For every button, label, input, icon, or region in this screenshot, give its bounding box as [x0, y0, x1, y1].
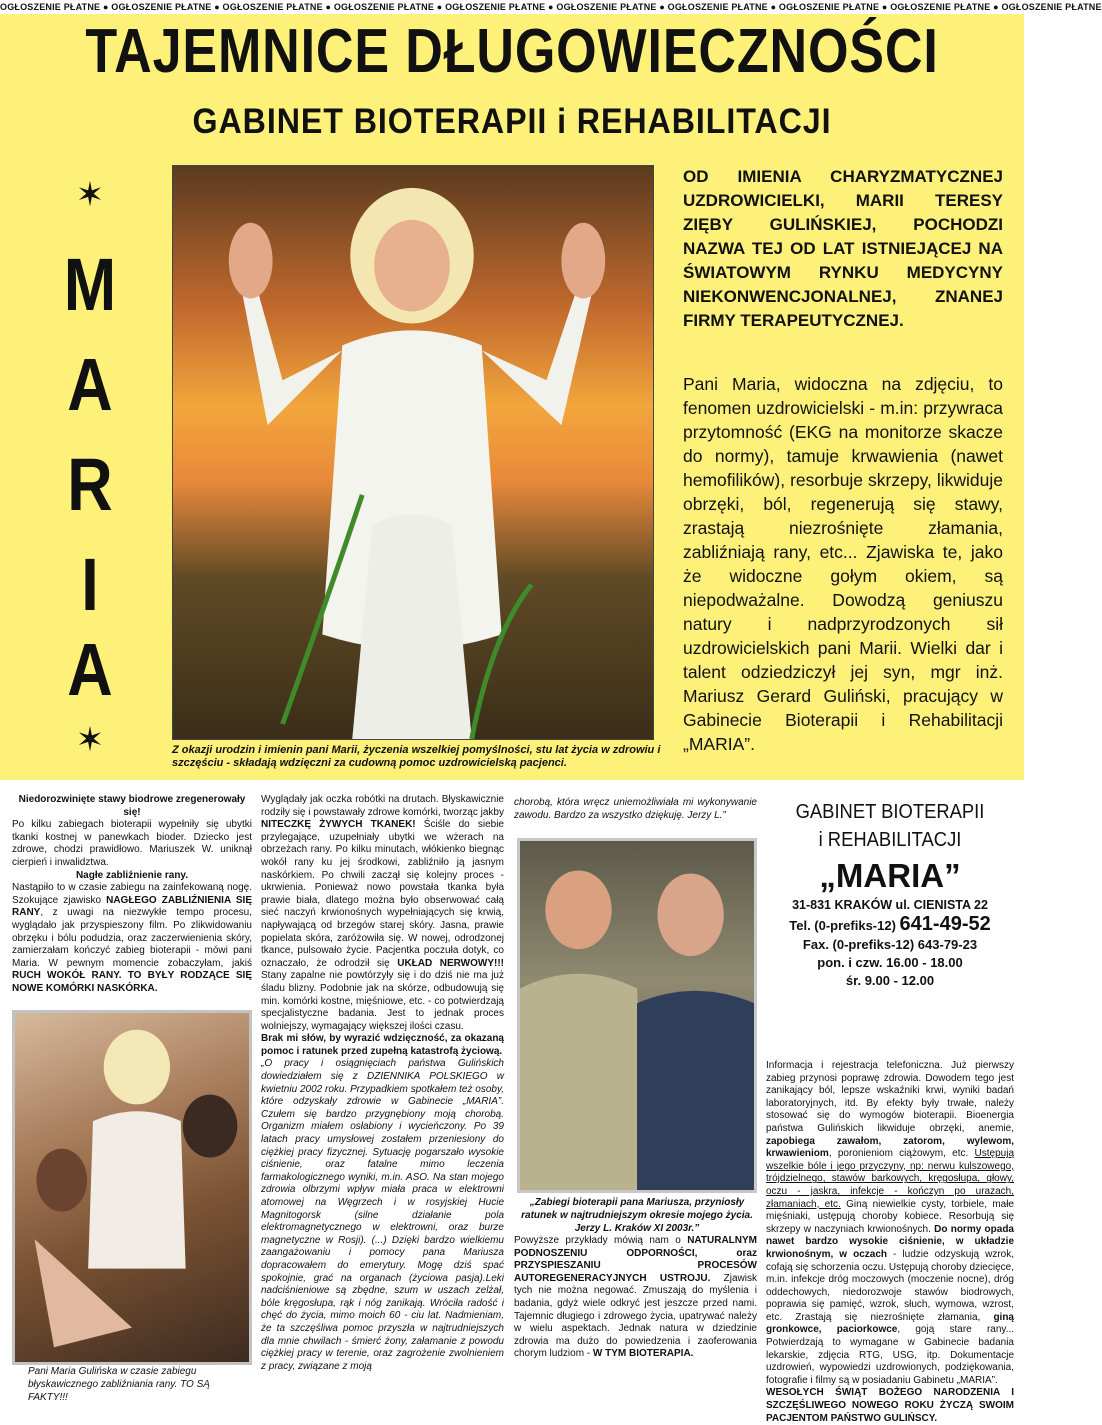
clinic-address: 31-831 KRAKÓW ul. CIENISTA 22: [792, 898, 988, 912]
holiday-wishes: WESOŁYCH ŚWIĄT BOŻEGO NARODZENIA I SZCZĘŚLIWEGO NOWEGO ROKU ŻYCZĄ SWOIM PACJENTOM PAŃSTWO GULIŃSCY.: [766, 1387, 1014, 1424]
left-photo-caption: Pani Maria Gulińska w czasie zabiegu błyskawicznego zabliźniania rany. TO SĄ FAKTY!!!: [28, 1366, 210, 1403]
emphasis: NATURALNYM PODNOSZENIU ODPORNOŚCI, oraz PRZYSPIESZANIU PROCESÓW AUTOREGENERACYJNYCH USTROJU.: [514, 1235, 757, 1284]
paragraph: Wyglądały jak oczka robótki na drutach. Błyskawicznie rodziły się i powstawały zdrowe komórki, tworząc jakby: [261, 794, 504, 818]
phone-number: 641-49-52: [899, 913, 991, 935]
emphasis: UKŁAD NERWOWY!!!: [397, 957, 504, 969]
section-heading: Nagłe zabliźnienie rany.: [75, 869, 189, 881]
intro-paragraph: Pani Maria, widoczna na zdjęciu, to fenomen uzdrowicielski - m.in: przywraca przytomność (EKG na monitorze skacze do normy), tamuje krwawienia (nawet hemofilików), resorbuje skrzepy, likwiduje obrzęki, ból, regenerują się stawy, zrastają niezrośnięte złamania, zabliźniają rany, etc... Zjawiska te, jako że widoczne gołym okiem, są niepodważalne. Dowodzą geniuszu natury i nadprzyrodzonych sił uzdrowicielskich pani Marii. Wielki dar i talent odziedziczył jej syn, mgr inż. Mariusz Gerard Guliński, pracujący w Gabinecie Bioterapii i Rehabilitacji „MARIA”.: [683, 374, 1003, 754]
fax: Fax. (0-prefiks-12) 643-79-23: [802, 937, 978, 952]
paragraph: Powyższe przykłady mówią nam o: [514, 1235, 688, 1246]
section-heading: Niedorozwinięte stawy biodrowe zregenerowały się!: [18, 794, 246, 818]
maria-letter: I: [81, 543, 99, 626]
emphasis: zapobiega zawałom, zatorom, wylewom, krwawieniom: [766, 1135, 1014, 1160]
main-photo-caption: Z okazji urodzin i imienin pani Marii, życzenia wszelkiej pomyślności, stu lat życia w zdrowiu i szczęściu - składają wdzięczni za cudowną pomoc uzdrowicielską pacjenci.: [172, 744, 661, 769]
paragraph: Ściśle do siebie przylegające, uzupełniały ubytki we wżerach na obrzeżach rany. Po kilku minutach, włókienko biegnąc wokół rany ku jej środkowi, zabliźniło ją jasnym naskórkiem. Po chwili zaczął się kolejny proces - ukrwienia. Ponieważ nowo powstała tkanka była prawie biała, dlatego można było obserwować całą sieć naczyń krwionośnych wypełniających się krwią, napływającą od brzegów starej skóry. Jasna, prawie popielata skóra, zaróżowiła się. W nowej, odrodzonej tkance, pulsowało życie. Pacjentka poczuła dotyk, co oznaczało, że odrodził się: [261, 819, 504, 969]
emphasis: RUCH WOKÓŁ RANY. TO BYŁY RODZĄCE SIĘ NOWE KOMÓRKI NASKÓRKA.: [12, 970, 252, 994]
paragraph: Nastąpiło to w czasie zabiegu na zainfekowaną nogę. Szokujące zjawisko: [12, 882, 252, 906]
emphasis: NITECZKĘ ŻYWYCH TKANEK!: [261, 819, 416, 831]
opening-hours: śr. 9.00 - 12.00: [845, 973, 935, 988]
maria-letter: R: [67, 443, 113, 526]
treatment-scene-illustration: [15, 1013, 249, 1362]
phone-label: Tel. (0-prefiks-12): [789, 918, 900, 933]
column-3-top: [514, 797, 757, 822]
card-title: i REHABILITACJI: [818, 829, 962, 851]
maria-letter: M: [63, 243, 117, 326]
emphasis: Do normy opada nawet bardzo wysokie ciśnienie, w układzie krwionośnym, w oczach: [766, 1223, 1014, 1260]
paragraph: , goją stare rany... Potwierdzają to wymagane w Gabinecie badania lekarskie, zdjęcia RTG, USG, itp. Dokumentacje uzdrowień, wypowiedzi uzdrowionych, podziękowania, fotografie i filmy są w posiadaniu Gabinetu „MARIA”.: [766, 1324, 1014, 1386]
emphasis: giną gronkowce, paciorkowce: [766, 1311, 1014, 1336]
column-2: [261, 794, 504, 1373]
opening-hours: pon. i czw. 16.00 - 18.00: [817, 955, 963, 970]
paragraph: Po kilku zabiegach bioterapii wypełniły się ubytki tkanki kostnej w panewkach bioder. Dziecko jest zdrowe, chodzi prawidłowo. Mariuszek W. uniknął cierpień i inwalidztwa.: [12, 819, 252, 868]
section-heading: Brak mi słów, by wyrazić wdzięczność, za okazaną pomoc i ratunek przed zupełną katastrofą życiową.: [261, 1033, 504, 1057]
photo-mariusz-with-patient: [517, 838, 757, 1193]
woman-figure-illustration: [173, 166, 653, 739]
star-icon: ✶: [75, 176, 105, 214]
card-title: GABINET BIOTERAPII: [795, 801, 985, 823]
paragraph: Stany zapalne nie powtórzyły się i do dziś nie ma już śladu blizny. Podobnie jak na skórze, odbudowują się min. komórki kostne, mięśniowe, etc. - co potwierdzają specjalistyczne badania. Jest to jednak proces wolniejszy, wymagający większej ilości czasu.: [261, 970, 504, 1032]
subheadline: GABINET BIOTERAPII i REHABILITACJI: [192, 102, 832, 141]
contact-card: [766, 798, 1014, 990]
emphasis: NAGŁEGO ZABLIŹNIENIA SIĘ RANY: [12, 894, 252, 919]
paragraph: Giną niewielkie cysty, torbiele, małe mięśniaki, ustępują choroby kobiece. Resorbują się skrzepy w naczyniach krwionośnych.: [766, 1198, 1014, 1235]
testimonial-quote: „O pracy i osiągnięciach państwa Gulińskich dowiedziałem się z DZIENNIKA POLSKIEGO w kwietniu 2002 roku. Przypadkiem spotkałem też osoby, które odzyskały zdrowie w Gabinecie „MARIA”. Czułem się bardzo przygnębiony moją chorobą. Organizm miałem osłabiony i wycieńczony. Po 39 latach pracy umysłowej zostałem przeniesiony do ciężkiej pracy fizycznej. Sytuację pogarszało wysokie ciśnienie, oraz fatalne mimo leczenia farmakologicznego wyniki, m.in. ASO. Na stan mojego zdrowia olbrzymi wpływ miała praca w elektrowni atomowej na Węgrzech i w rosyjskiej Hucie Magnitogorsk (silne działanie pola elektromagnetycznego w elektrowni, oraz burze magnetyczne w Rosji). (...) Dzięki bardzo wielkiemu zaangażowaniu i pomocy pana Mariusza dopracowałem do emerytury. Mogę dziś spać spokojnie, grać na organach (życiowa pasja).Leki nadciśnieniowe są zbędne, szum w uszach zelżał, bóle kręgosłupa, rąk i nóg zanikają. Wróciła radość i chęć do życia, mimo moich 60 - ciu lat. Nadmieniam, że ta szczęśliwa pomoc przyszła w najtrudniejszych dla mnie chwilach - śmierć żony, załamanie z powodu ciężkiej pracy w terenie, oraz zagrożenie zwolnieniem z pracy, związane z moją: [261, 1058, 504, 1372]
maria-vertical-title: [45, 175, 135, 765]
photo-treatment-session: [12, 1010, 252, 1365]
column-4: [766, 1060, 1014, 1425]
clinic-name: „MARIA”: [819, 857, 961, 894]
paragraph: , poronieniom ciążowym, etc.: [828, 1148, 975, 1160]
paid-ad-banner: OGŁOSZENIE PŁATNE ● OGŁOSZENIE PŁATNE ● OGŁOSZENIE PŁATNE ● OGŁOSZENIE PŁATNE ● OGŁOSZENIE PŁATNE ● OGŁOSZENIE PŁATNE ● OGŁOSZENIE PŁATNE ● OGŁOSZENIE PŁATNE ● OGŁOSZENIE PŁATNE ● OGŁOSZENIE PŁATNE: [0, 2, 1102, 12]
column-1: [12, 794, 252, 996]
paragraph: Zjawisk tych nie można negować. Zmuszają do myślenia i badania, gdyż wiele odkryć jest jeszcze przed nami. Tajemnic długiego i zdrowego życia, upatrywać należy w wielu aspektach. Jednak natura w dziedzinie zdrowia ma dużo do powiedzenia i zaoferowania chorym ludziom -: [514, 1272, 757, 1360]
underlined-text: Ustępują wszelkie bóle i jego przyczyny, np: nerwu kulszowego, trójdzielnego, stawów barkowych, kręgosłupa, głowy, oczu - jaskra, infekcje - kończyn po urazach, złamaniach, etc.: [766, 1148, 1014, 1210]
maria-letter: A: [67, 628, 113, 711]
main-photo-woman-raised-hands: [172, 165, 654, 740]
right-photo-caption: „Zabiegi bioterapii pana Mariusza, przyniosły ratunek w najtrudniejszym okresie mojego życia. Jerzy L. Kraków XI 2003r.”: [521, 1197, 753, 1234]
star-icon: ✶: [75, 721, 105, 759]
two-men-illustration: [520, 841, 754, 1190]
paragraph: Informacja i rejestracja telefoniczna. Już pierwszy zabieg przynosi poprawę zdrowia. Dowodem tego jest zanikający ból, lepsze wskaźniki krwi, wyniki badań laboratoryjnych, itd. By efekty były trwałe, należy stosować się do wymogów bioterapii. Bioenergia państwa Gulińskich likwiduje obrzęki, anemie,: [766, 1060, 1014, 1134]
headline: TAJEMNICE DŁUGOWIECZNOŚCI: [85, 17, 939, 86]
phone: [766, 914, 1014, 936]
testimonial-quote-end: chorobą, która wręcz uniemożliwiała mi wykonywanie zawodu. Bardzo za wszystko dziękuję. Jerzy L.”: [514, 797, 757, 821]
maria-letter: A: [67, 343, 113, 426]
paragraph: - ludzie odzyskują wzrok, cofają się schorzenia oczu. Ustępują choroby dziecięce, m.in. infekcje dróg moczowych (moczenie nocne), dróg oddechowych, niedorozwoje stawów biodrowych, poprawia się pamięć, wzrok, słuch, wymowa, wzrost, etc. Zrastają się niezrośnięte złamania,: [766, 1248, 1014, 1323]
emphasis: W TYM BIOTERAPIA.: [592, 1348, 694, 1360]
intro-bold-paragraph: OD IMIENIA CHARYZMATYCZNEJ UZDROWICIELKI, MARII TERESY ZIĘBY GULIŃSKIEJ, POCHODZI NAZWA TEJ OD LAT ISTNIEJĄCEJ NA ŚWIATOWYM RYNKU MEDYCYNY NIEKONWENCJONALNEJ, ZNANEJ FIRMY TERAPEUTYCZNEJ.: [683, 167, 1003, 330]
paragraph: , z uwagi na niezwykłe tempo procesu, wyglądało jak przyspieszony film. Po zlikwidowaniu obrzęku i bólu podudzia, oraz zaczerwienienia skóry, zamierzałam kończyć zabieg bioterapii - mówi pani Maria. W pewnym momencie zobaczyłam, jakiś: [12, 907, 252, 969]
column-3-bottom: [514, 1235, 757, 1361]
